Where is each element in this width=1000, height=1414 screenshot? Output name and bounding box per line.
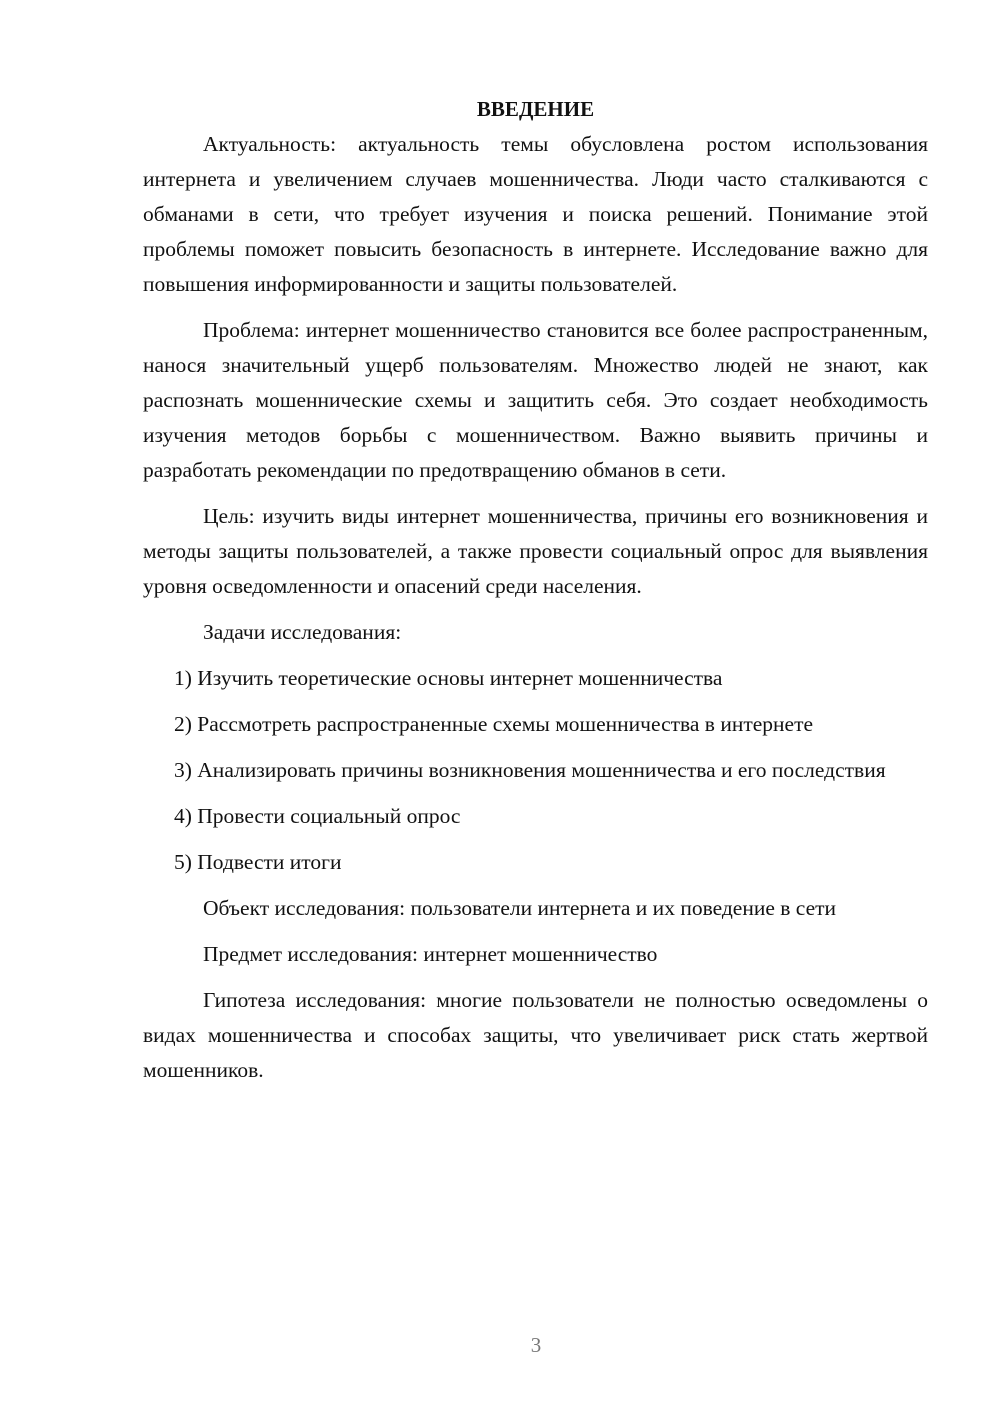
subject-paragraph: Предмет исследования: интернет мошенничество	[203, 942, 658, 966]
section-heading: ВВЕДЕНИЕ	[476, 97, 595, 121]
hypothesis-paragraph: Гипотеза исследования: многие пользователи не полностью осведомлены о видах мошенничества и способах защиты, что увеличивает риск стать жертвой мошенников.	[143, 988, 928, 1082]
task-item: 1) Изучить теоретические основы интернет мошенничества	[174, 666, 723, 690]
problem-paragraph: Проблема: интернет мошенничество становится все более распространенным, нанося значительный ущерб пользователям. Множество людей не знают, как распознать мошеннические схемы и защитить себя. Это создает необходимость изучения методов борьбы с мошенничеством. Важно выявить причины и разработать рекомендации по предотвращению обманов в сети.	[143, 318, 928, 482]
page-content	[143, 92, 928, 1099]
tasks-title: Задачи исследования:	[203, 620, 402, 644]
task-item: 4) Провести социальный опрос	[174, 804, 461, 828]
task-item: 5) Подвести итоги	[174, 850, 342, 874]
object-paragraph: Объект исследования: пользователи интернета и их поведение в сети	[203, 896, 837, 920]
page-number: 3	[530, 1333, 542, 1357]
goal-paragraph: Цель: изучить виды интернет мошенничества, причины его возникновения и методы защиты пользователей, а также провести социальный опрос для выявления уровня осведомленности и опасений среди населения.	[143, 504, 928, 598]
relevance-paragraph: Актуальность: актуальность темы обусловлена ростом использования интернета и увеличением случаев мошенничества. Люди часто сталкиваются с обманами в сети, что требует изучения и поиска решений. Понимание этой проблемы поможет повысить безопасность в интернете. Исследование важно для повышения информированности и защиты пользователей.	[143, 132, 928, 296]
task-item: 3) Анализировать причины возникновения мошенничества и его последствия	[174, 758, 886, 782]
task-item: 2) Рассмотреть распространенные схемы мошенничества в интернете	[174, 712, 814, 736]
